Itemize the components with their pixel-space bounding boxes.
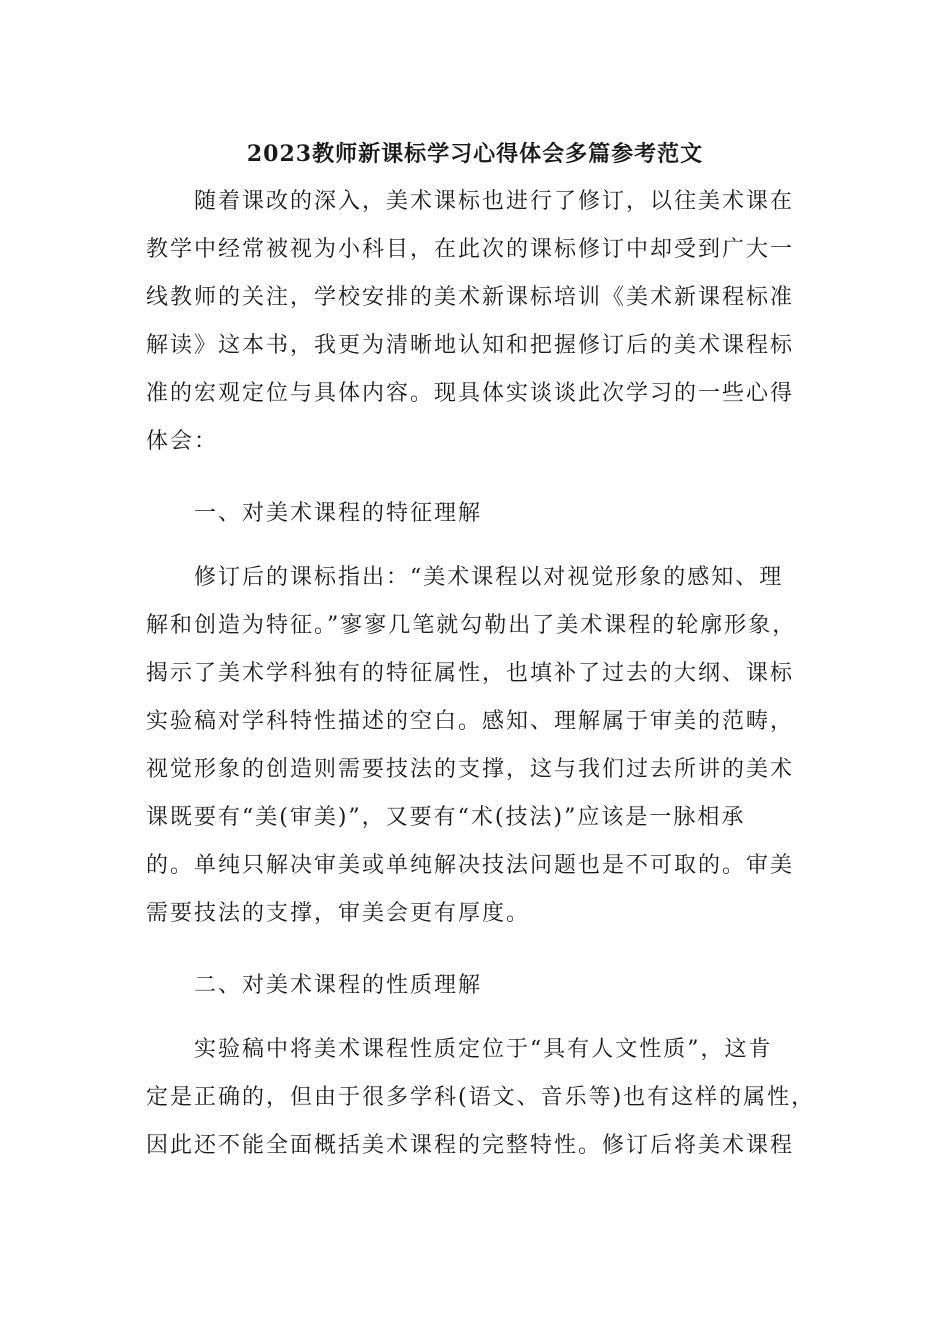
section-heading-1: 一、对美术课程的特征理解 (194, 501, 483, 526)
paragraph-1-line-4: 解读》这本书，我更为清晰地认知和把握修订后的美术课程标 (146, 333, 795, 358)
paragraph-3-line-2: 定是正确的，但由于很多学科(语文、音乐等)也有这样的属性， (146, 1085, 816, 1110)
paragraph-2-line-6: 课既要有“美(审美)”，又要有“术(技法)”应该是一脉相承 (146, 805, 746, 830)
paragraph-2-line-3: 揭示了美术学科独有的特征属性，也填补了过去的大纲、课标 (146, 661, 795, 686)
paragraph-1-line-5: 准的宏观定位与具体内容。现具体实谈谈此次学习的一些心得 (146, 381, 795, 406)
paragraph-1-line-3: 线教师的关注，学校安排的美术新课标培训《美术新课程标准 (146, 285, 795, 310)
paragraph-2-line-1: 修订后的课标指出：“美术课程以对视觉形象的感知、理 (194, 565, 784, 590)
paragraph-1-line-1: 随着课改的深入，美术课标也进行了修订，以往美术课在 (194, 189, 795, 214)
paragraph-2-line-2: 解和创造为特征。”寥寥几笔就勾勒出了美术课程的轮廓形象， (146, 613, 797, 638)
paragraph-2-line-8: 需要技法的支撑，审美会更有厚度。 (146, 901, 531, 926)
paragraph-2-line-5: 视觉形象的创造则需要技法的支撑，这与我们过去所讲的美术 (146, 757, 795, 782)
paragraph-1-line-6: 体会： (146, 429, 219, 454)
paragraph-1-line-2: 教学中经常被视为小科目，在此次的课标修订中却受到广大一 (146, 237, 795, 262)
paragraph-3-line-1: 实验稿中将美术课程性质定位于“具有人文性质”，这肯 (194, 1037, 773, 1062)
paragraph-2-line-7: 的。单纯只解决审美或单纯解决技法问题也是不可取的。审美 (146, 853, 795, 878)
section-heading-2: 二、对美术课程的性质理解 (194, 973, 483, 998)
document-title: 2023教师新课标学习心得体会多篇参考范文 (246, 141, 704, 167)
paragraph-2-line-4: 实验稿对学科特性描述的空白。感知、理解属于审美的范畴， (146, 709, 795, 734)
paragraph-3-line-3: 因此还不能全面概括美术课程的完整特性。修订后将美术课程 (146, 1133, 795, 1158)
